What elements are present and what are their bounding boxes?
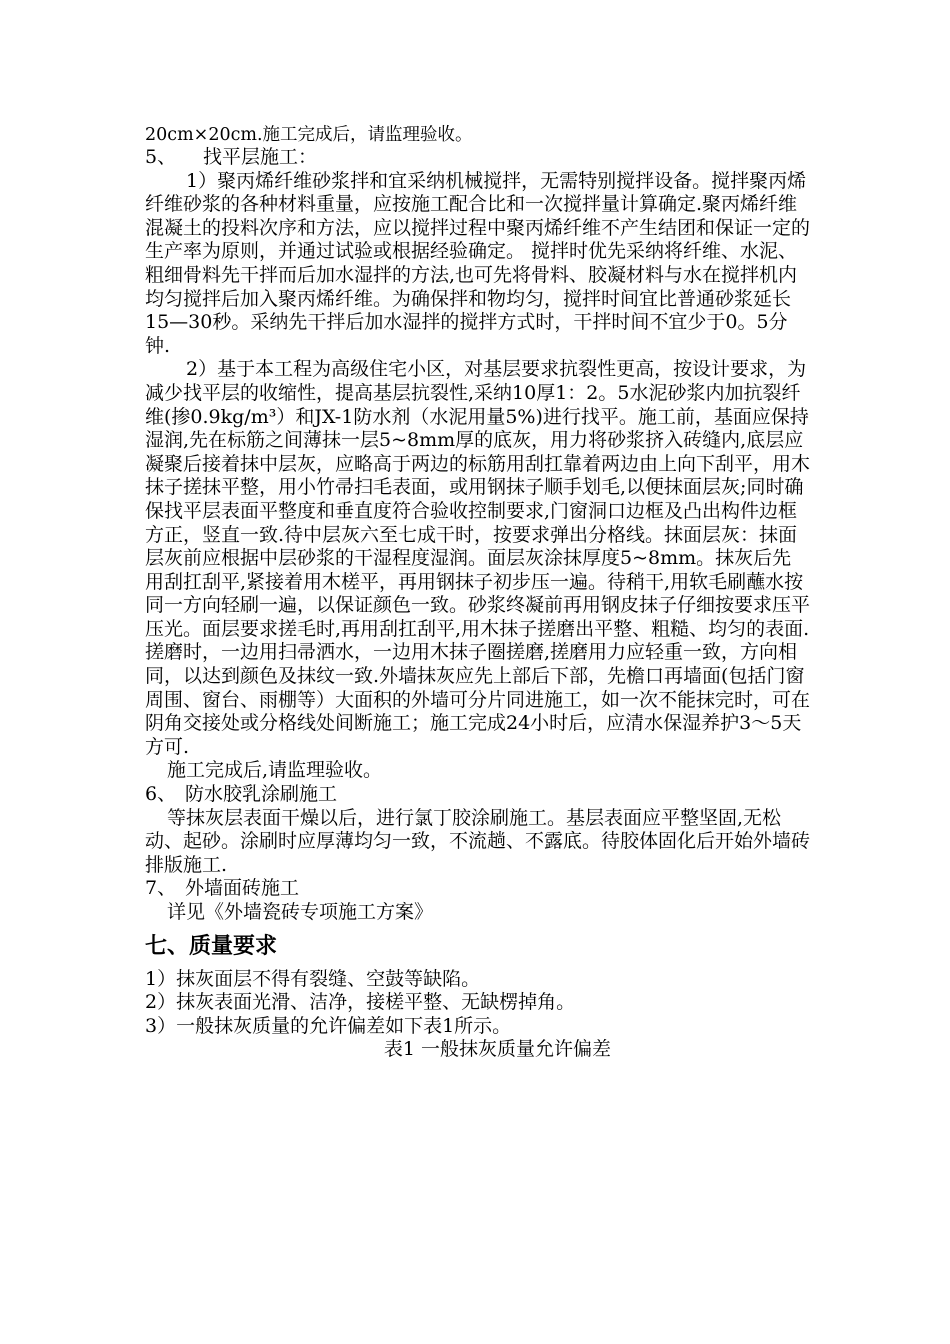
item-6-number: 6、 bbox=[145, 783, 177, 806]
quality-item-2: 2）抹灰表面光滑、洁净，接槎平整、无缺楞掉角。 bbox=[145, 991, 576, 1014]
item-6-title: 防水胶乳涂刷施工 bbox=[185, 783, 338, 806]
item-5-title: 找平层施工： bbox=[203, 146, 318, 168]
item-6-heading bbox=[145, 783, 810, 807]
item-7-heading bbox=[145, 877, 810, 901]
item-5-number: 5、 bbox=[145, 146, 177, 168]
section-7-heading: 七、质量要求 bbox=[145, 933, 278, 959]
item-5-paragraph-3: 施工完成后,请监理验收。 bbox=[167, 759, 383, 782]
item-5-paragraph-2: 2）基于本工程为高级住宅小区，对基层要求抗裂性更高，按设计要求，为减少找平层的收缩性，提高基层抗裂性,采纳10厚1：2。5水泥砂浆内加抗裂纤维(掺0.9kg/m³）和JX-1防水剂（水泥用量5%)进行找平。施工前，基面应保持湿润,先在标筋之间薄抹一层5~8mm厚的底灰，用力将砂浆挤入砖缝内,底层应凝聚后接着抹中层灰，应略高于两边的标筋用刮扛靠着两边由上向下刮平，用木抹子搓抹平整，用小竹帚扫毛表面，或用钢抹子顺手划毛,以便抹面层灰;同时确保找平层表面平整度和垂直度符合验收控制要求,门窗洞口边框及凸出构件边框方正，竖直一致.待中层灰六至七成干时，按要求弹出分格线。抹面层灰：抹面层灰前应根据中层砂浆的干湿程度湿润。面层灰涂抹厚度5~8mm。抹灰后先用刮扛刮平,紧接着用木槎平，再用钢抹子初步压一遍。待稍干,用软毛刷蘸水按同一方向轻刷一遍，以保证颜色一致。砂浆终凝前再用钢皮抹子仔细按要求压平压光。面层要求搓毛时,再用刮扛刮平,用木抹子搓磨出平整、粗糙、均匀的表面.搓磨时，一边用扫帚洒水，一边用木抹子圈搓磨,搓磨用力应轻重一致，方向相同，以达到颜色及抹纹一致.外墙抹灰应先上部后下部，先檐口再墙面(包括门窗周围、窗台、雨棚等）大面积的外墙可分片同进施工，如一次不能抹完时，可在阴角交接处或分格线处间断施工；施工完成24小时后，应清水保湿养护3～5天方可. bbox=[145, 358, 811, 758]
item-5-heading bbox=[145, 146, 810, 170]
quality-item-3: 3）一般抹灰质量的允许偏差如下表1所示。 bbox=[145, 1014, 512, 1037]
item-7-paragraph-1: 详见《外墙瓷砖专项施工方案》 bbox=[167, 901, 434, 923]
item-6-paragraph-1: 等抹灰层表面干燥以后，进行氯丁胶涂刷施工。基层表面应平整坚固,无松动、起砂。涂刷时应厚薄均匀一致，不流趟、不露底。待胶体固化后开始外墙砖排版施工. bbox=[145, 806, 811, 876]
table-caption: 表1 一般抹灰质量允许偏差 bbox=[383, 1038, 612, 1061]
quality-item-1: 1）抹灰面层不得有裂缝、空鼓等缺陷。 bbox=[145, 967, 481, 990]
document-page bbox=[145, 124, 810, 1062]
item-7-title: 外墙面砖施工 bbox=[185, 877, 300, 900]
item-5-paragraph-1: 1）聚丙烯纤维砂浆拌和宜采纳机械搅拌，无需特别搅拌设备。搅拌聚丙烯纤维砂浆的各种材料重量，应按施工配合比和一次搅拌量计算确定.聚丙烯纤维混凝土的投料次序和方法，应以搅拌过程中聚丙烯纤维不产生结团和保证一定的生产率为原则，并通过试验或根据经验确定。 搅拌时优先采纳将纤维、水泥、粗细骨料先干拌而后加水湿拌的方法,也可先将骨料、胶凝材料与水在搅拌机内均匀搅拌后加入聚丙烯纤维。为确保拌和物均匀，搅拌时间宜比普通砂浆延长15—30秒。采纳先干拌后加水湿拌的搅拌方式时，干拌时间不宜少于0。5分钟. bbox=[145, 169, 811, 357]
intro-line: 20cm×20cm.施工完成后，请监理验收。 bbox=[145, 125, 473, 145]
item-7-number: 7、 bbox=[145, 877, 177, 900]
